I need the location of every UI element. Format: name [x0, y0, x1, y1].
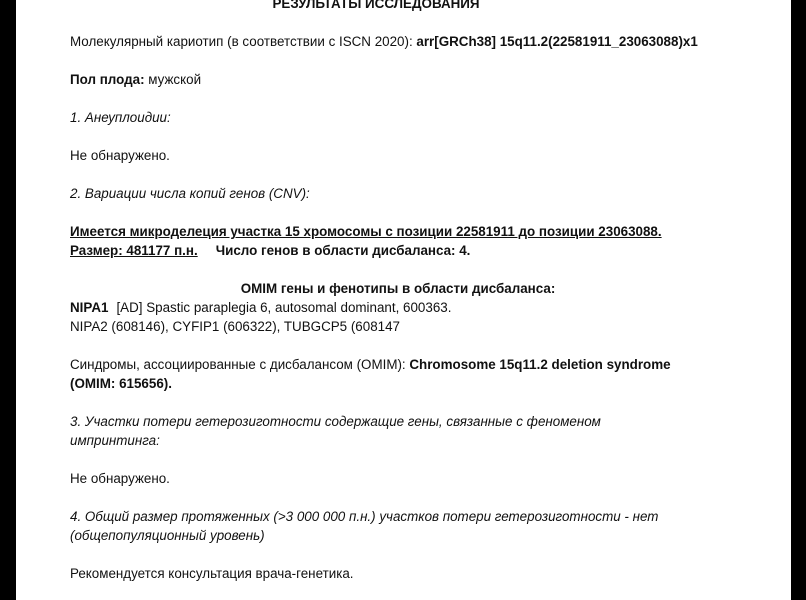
- cnv-microdeletion: Имеется микроделеция участка 15 хромосомы с позиции 22581911 до позиции 23063088.: [70, 224, 662, 239]
- fetal-sex-label: Пол плода:: [70, 72, 145, 87]
- cnv-heading: 2. Вариации числа копий генов (CNV):: [70, 186, 310, 201]
- karyotype-value: arr[GRCh38] 15q11.2(22581911_23063088)x1: [416, 34, 698, 49]
- syndromes-label: Синдромы, ассоциированные с дисбалансом (OMIM):: [70, 357, 410, 372]
- syndromes-line: [70, 355, 770, 374]
- cnv-size-line: [70, 241, 770, 260]
- loh-total-size-line-cont: (общепопуляционный уровень): [70, 528, 265, 543]
- document-title: РЕЗУЛЬТАТЫ ИССЛЕДОВАНИЯ: [272, 0, 480, 11]
- aneuploidy-heading: 1. Анеуплоидии:: [70, 110, 171, 125]
- gene-nipa1-name: NIPA1: [70, 300, 109, 315]
- syndromes-omim-id: (OMIM: 615656).: [70, 376, 172, 391]
- loh-imprinting-heading-cont: импринтинга:: [70, 433, 160, 448]
- omim-gene-nipa1: [70, 298, 770, 317]
- omim-heading: OMIM гены и фенотипы в области дисбаланса:: [240, 281, 556, 296]
- loh-imprinting-heading: 3. Участки потери гетерозиготности содержащие гены, связанные с феноменом: [70, 414, 601, 429]
- gene-nipa1-phenotype: [AD] Spastic paraplegia 6, autosomal dominant, 600363.: [116, 300, 452, 315]
- fetal-sex-line: [70, 70, 770, 89]
- loh-total-size-line: 4. Общий размер протяженных (>3 000 000 п.н.) участков потери гетерозиготности - нет: [70, 509, 659, 524]
- document-content: [70, 0, 770, 583]
- karyotype-label: Молекулярный кариотип (в соответствии с ISCN 2020):: [70, 34, 417, 49]
- document-page: [16, 0, 791, 600]
- karyotype-line: [70, 32, 770, 51]
- recommendation: Рекомендуется консультация врача-генетика.: [70, 566, 354, 581]
- aneuploidy-result: Не обнаружено.: [70, 148, 170, 163]
- cnv-gene-count: Число генов в области дисбаланса: 4.: [215, 243, 471, 258]
- loh-imprinting-result: Не обнаружено.: [70, 471, 170, 486]
- fetal-sex-value: мужской: [144, 72, 202, 87]
- syndromes-value: Chromosome 15q11.2 deletion syndrome: [409, 357, 671, 372]
- omim-other-genes: NIPA2 (608146), CYFIP1 (606322), TUBGCP5 (608147: [70, 319, 400, 334]
- cnv-size: Размер: 481177 п.н.: [70, 243, 198, 258]
